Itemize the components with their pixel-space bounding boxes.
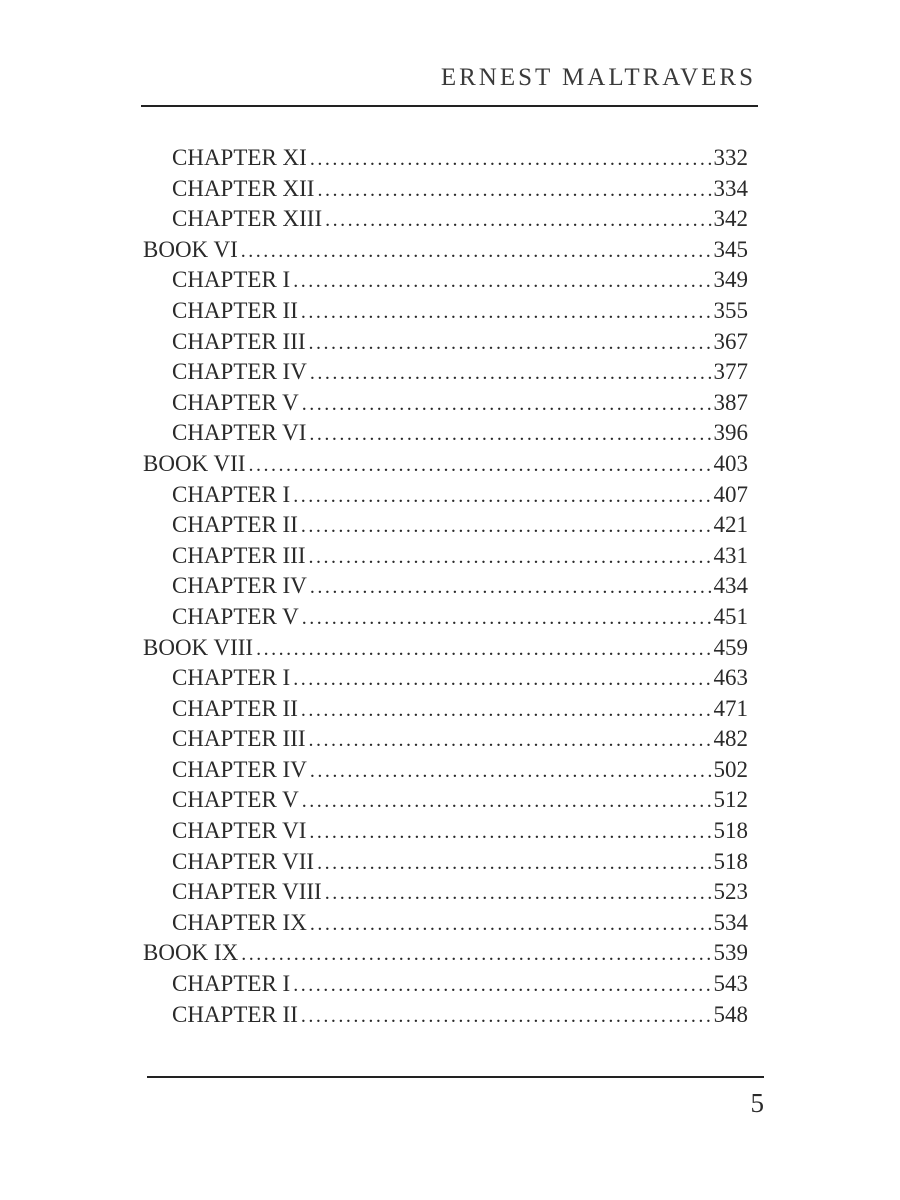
toc-chapter-entry <box>143 571 748 602</box>
toc-chapter-entry <box>143 847 748 878</box>
toc-entry-page: 396 <box>713 420 748 446</box>
toc-entry-page: 367 <box>713 328 748 354</box>
toc-entry-label: CHAPTER I <box>172 481 291 507</box>
toc-chapter-entry <box>143 877 748 908</box>
toc-entry-page: 407 <box>713 481 748 507</box>
toc-entry-page: 332 <box>713 145 748 170</box>
toc-entry-page: 518 <box>713 818 748 844</box>
toc-entry-page: 377 <box>713 359 748 385</box>
toc-entry-label: CHAPTER VI <box>172 818 307 844</box>
toc-book-entry <box>143 938 748 969</box>
toc-entry-label: BOOK VI <box>143 236 238 262</box>
toc-entry-page: 349 <box>713 267 748 293</box>
dot-leader <box>290 664 713 694</box>
dot-leader <box>322 205 713 235</box>
toc-entry-label: CHAPTER V <box>172 787 299 813</box>
dot-leader <box>298 297 714 327</box>
toc-book-entry <box>143 449 748 480</box>
dot-leader <box>290 970 713 1000</box>
toc-entry-page: 523 <box>713 879 748 905</box>
toc-chapter-entry <box>143 541 748 572</box>
dot-leader <box>307 144 714 174</box>
dot-leader <box>299 389 714 419</box>
toc-entry-page: 502 <box>713 756 748 782</box>
toc-entry-label: CHAPTER III <box>172 542 306 568</box>
toc-entry-page: 539 <box>713 940 748 966</box>
toc-entry-page: 345 <box>713 236 748 262</box>
dot-leader <box>306 817 713 847</box>
dot-leader <box>298 1001 714 1031</box>
dot-leader <box>245 450 713 480</box>
toc-entry-page: 451 <box>713 603 748 629</box>
toc-book-entry <box>143 633 748 664</box>
toc-chapter-entry <box>143 1000 748 1031</box>
dot-leader <box>253 634 713 664</box>
header-rule <box>141 105 758 107</box>
toc-book-entry <box>143 235 748 266</box>
toc-entry-page: 482 <box>713 726 748 752</box>
toc-entry-label: CHAPTER VI <box>172 420 307 446</box>
toc-chapter-entry <box>143 388 748 419</box>
dot-leader <box>314 175 713 205</box>
toc-chapter-entry <box>143 204 748 235</box>
toc-chapter-entry <box>143 480 748 511</box>
toc-chapter-entry <box>143 174 748 205</box>
dot-leader <box>238 236 714 266</box>
dot-leader <box>299 786 714 816</box>
toc-entry-page: 342 <box>713 206 748 232</box>
toc-entry-label: CHAPTER I <box>172 665 291 691</box>
toc-chapter-entry <box>143 663 748 694</box>
dot-leader <box>306 328 714 358</box>
dot-leader <box>307 572 714 602</box>
toc-entry-label: CHAPTER XI <box>172 145 307 170</box>
toc-chapter-entry <box>143 327 748 358</box>
toc-chapter-entry <box>143 755 748 786</box>
dot-leader <box>307 358 714 388</box>
toc-entry-page: 463 <box>713 665 748 691</box>
toc-entry-label: CHAPTER VIII <box>172 879 322 905</box>
running-head-title: ERNEST MALTRAVERS <box>440 64 756 91</box>
toc-entry-page: 471 <box>713 695 748 721</box>
dot-leader <box>322 878 714 908</box>
toc-entry-page: 387 <box>713 389 748 415</box>
toc-entry-label: CHAPTER III <box>172 328 306 354</box>
toc-chapter-entry <box>143 602 748 633</box>
toc-entry-page: 431 <box>713 542 748 568</box>
toc-entry-page: 548 <box>713 1001 748 1027</box>
toc-entry-label: CHAPTER V <box>172 603 299 629</box>
toc-entry-page: 512 <box>713 787 748 813</box>
toc-entry-label: CHAPTER VII <box>172 848 315 874</box>
toc-entry-page: 355 <box>713 297 748 323</box>
toc-entry-page: 534 <box>713 909 748 935</box>
toc-entry-label: CHAPTER I <box>172 971 291 997</box>
page-number: 5 <box>750 1088 764 1118</box>
toc-entry-page: 459 <box>713 634 748 660</box>
toc-chapter-entry <box>143 265 748 296</box>
dot-leader <box>307 756 714 786</box>
dot-leader <box>238 939 713 969</box>
table-of-contents <box>143 143 748 1030</box>
toc-chapter-entry <box>143 418 748 449</box>
toc-entry-label: BOOK IX <box>143 940 239 966</box>
toc-chapter-entry <box>143 724 748 755</box>
dot-leader <box>298 511 714 541</box>
toc-chapter-entry <box>143 816 748 847</box>
toc-chapter-entry <box>143 296 748 327</box>
toc-entry-label: CHAPTER II <box>172 512 298 538</box>
dot-leader <box>299 603 714 633</box>
toc-entry-label: CHAPTER IV <box>172 359 307 385</box>
toc-entry-page: 518 <box>713 848 748 874</box>
toc-entry-page: 434 <box>713 573 748 599</box>
toc-chapter-entry <box>143 785 748 816</box>
toc-chapter-entry <box>143 969 748 1000</box>
toc-chapter-entry <box>143 510 748 541</box>
toc-entry-label: CHAPTER XIII <box>172 206 323 232</box>
toc-chapter-entry <box>143 908 748 939</box>
toc-entry-page: 403 <box>713 450 748 476</box>
dot-leader <box>307 909 714 939</box>
toc-chapter-entry <box>143 694 748 725</box>
toc-entry-label: CHAPTER II <box>172 1001 298 1027</box>
toc-entry-label: CHAPTER IV <box>172 573 307 599</box>
toc-entry-label: CHAPTER V <box>172 389 299 415</box>
dot-leader <box>290 266 713 296</box>
dot-leader <box>298 695 714 725</box>
dot-leader <box>290 481 713 511</box>
toc-entry-label: CHAPTER I <box>172 267 291 293</box>
toc-entry-page: 543 <box>713 971 748 997</box>
dot-leader <box>306 419 713 449</box>
toc-entry-label: CHAPTER II <box>172 297 298 323</box>
toc-chapter-entry <box>143 143 748 174</box>
dot-leader <box>306 542 714 572</box>
toc-entry-label: BOOK VIII <box>143 634 254 660</box>
footer-rule <box>147 1076 764 1078</box>
toc-entry-label: CHAPTER II <box>172 695 298 721</box>
toc-entry-label: CHAPTER XII <box>172 175 315 201</box>
toc-entry-label: CHAPTER III <box>172 726 306 752</box>
toc-entry-page: 421 <box>713 512 748 538</box>
toc-entry-label: CHAPTER IX <box>172 909 307 935</box>
dot-leader <box>314 848 713 878</box>
toc-chapter-entry <box>143 357 748 388</box>
dot-leader <box>306 725 714 755</box>
toc-entry-label: BOOK VII <box>143 450 246 476</box>
toc-entry-page: 334 <box>713 175 748 201</box>
toc-entry-label: CHAPTER IV <box>172 756 307 782</box>
